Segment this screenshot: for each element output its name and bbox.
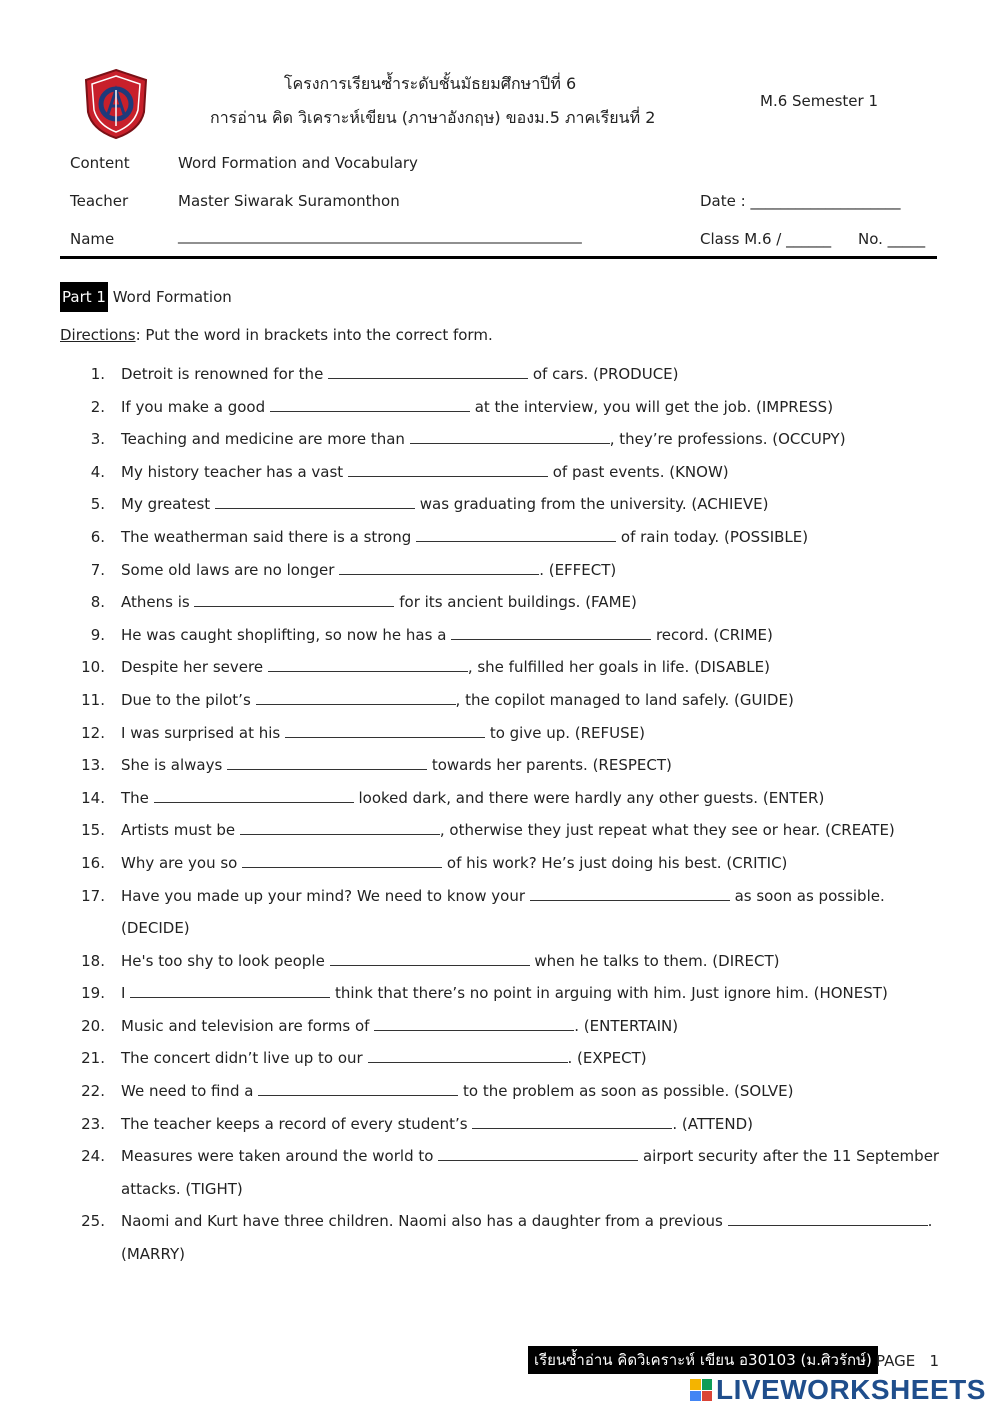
program-title-thai: โครงการเรียนซ้ำระดับชั้นมัธยมศึกษาปีที่ 6 <box>283 74 577 93</box>
question-number: 4. <box>90 462 105 481</box>
question-text-after: at the interview, you will get the job. (IMPRESS) <box>474 397 834 416</box>
course-code-banner: เรียนซ้ำอ่าน คิดวิเคราะห์ เขียน อ30103 (ม.ศิวรักษ์) <box>528 1346 878 1374</box>
question-number: 23. <box>81 1114 105 1133</box>
content-value: Word Formation and Vocabulary <box>178 154 418 172</box>
question-text-before: I was surprised at his <box>121 723 281 742</box>
question-number: 9. <box>90 625 105 644</box>
question-text-after: , the copilot managed to land safely. (GUIDE) <box>455 690 794 709</box>
question-text-before: She is always <box>121 756 223 775</box>
question-text-before: Athens is <box>121 593 190 612</box>
question-number: 8. <box>90 593 105 612</box>
answer-blank[interactable] <box>330 953 530 966</box>
question-number: 25. <box>81 1212 105 1231</box>
question-text-before: Some old laws are no longer <box>121 560 335 579</box>
question-text-after: record. (CRIME) <box>655 625 773 644</box>
answer-blank[interactable] <box>374 1018 574 1031</box>
part-title: Word Formation <box>112 288 232 306</box>
question-text-after: , otherwise they just repeat what they see or hear. (CREATE) <box>439 821 895 840</box>
question-item <box>60 977 950 1010</box>
question-number: 15. <box>81 821 105 840</box>
question-item <box>60 651 950 684</box>
question-text-before: Have you made up your mind? We need to know your <box>121 886 525 905</box>
page-label: PAGE <box>876 1352 916 1370</box>
part-heading <box>60 288 232 306</box>
question-text-before: Why are you so <box>121 853 238 872</box>
question-item <box>60 488 950 521</box>
question-text-after: for its ancient buildings. (FAME) <box>399 593 637 612</box>
question-text-before: The concert didn’t live up to our <box>121 1049 363 1068</box>
question-text-after: , they’re professions. (OCCUPY) <box>609 430 846 449</box>
answer-blank[interactable] <box>410 431 610 444</box>
question-number: 21. <box>81 1049 105 1068</box>
answer-blank[interactable] <box>728 1213 928 1226</box>
answer-blank[interactable] <box>472 1116 672 1129</box>
answer-blank[interactable] <box>285 725 485 738</box>
question-item <box>60 1042 950 1075</box>
question-item <box>60 358 950 391</box>
question-item <box>60 684 950 717</box>
question-text-after: . (ATTEND) <box>672 1114 753 1133</box>
question-number: 16. <box>81 853 105 872</box>
question-item <box>60 1010 950 1043</box>
header-divider <box>60 256 937 259</box>
question-text-before: If you make a good <box>121 397 266 416</box>
question-text-before: My history teacher has a vast <box>121 462 344 481</box>
question-text-before: My greatest <box>121 495 211 514</box>
question-number: 18. <box>81 951 105 970</box>
answer-blank[interactable] <box>530 888 730 901</box>
question-item <box>60 423 950 456</box>
question-item <box>60 717 950 750</box>
directions <box>60 326 493 344</box>
name-label: Name <box>70 230 115 248</box>
answer-blank[interactable] <box>270 399 470 412</box>
question-text-after: , she fulfilled her goals in life. (DISABLE) <box>467 658 770 677</box>
question-number: 10. <box>81 658 105 677</box>
question-number: 3. <box>90 430 105 449</box>
liveworksheets-logo <box>690 1375 986 1405</box>
question-text-before: Teaching and medicine are more than <box>121 430 405 449</box>
page-number: 1 <box>929 1352 940 1370</box>
name-field[interactable]: _______________________________________________________________ <box>178 228 582 244</box>
question-item <box>60 782 950 815</box>
question-number: 5. <box>90 495 105 514</box>
answer-blank[interactable] <box>328 366 528 379</box>
answer-blank[interactable] <box>227 757 427 770</box>
course-title-thai: การอ่าน คิด วิเคราะห์เขียน (ภาษาอังกฤษ) ของม.5 ภาคเรียนที่ 2 <box>210 108 656 127</box>
question-item <box>60 1108 950 1141</box>
answer-blank[interactable] <box>268 659 468 672</box>
question-item <box>60 586 950 619</box>
answer-blank[interactable] <box>368 1050 568 1063</box>
question-text-after: . (EFFECT) <box>539 560 617 579</box>
answer-blank[interactable] <box>348 464 548 477</box>
number-field[interactable]: No. _____ <box>858 230 926 248</box>
liveworksheets-wordmark: LIVEWORKSHEETS <box>716 1374 986 1405</box>
semester-label: M.6 Semester 1 <box>760 92 879 110</box>
question-text-before: He was caught shoplifting, so now he has a <box>121 625 447 644</box>
answer-blank[interactable] <box>258 1083 458 1096</box>
question-text-before: I <box>121 984 126 1003</box>
question-text-after: . (ENTERTAIN) <box>574 1016 679 1035</box>
question-number: 12. <box>81 723 105 742</box>
question-text-before: Measures were taken around the world to <box>121 1147 434 1166</box>
question-number: 2. <box>90 397 105 416</box>
question-number: 13. <box>81 756 105 775</box>
question-text-after: when he talks to them. (DIRECT) <box>534 951 780 970</box>
question-number: 7. <box>90 560 105 579</box>
question-item <box>60 1075 950 1108</box>
question-number: 24. <box>81 1147 105 1166</box>
school-shield-logo <box>80 68 152 140</box>
question-text-after: of past events. (KNOW) <box>552 462 729 481</box>
question-text-after: . (EXPECT) <box>567 1049 647 1068</box>
directions-label: Directions <box>60 326 136 344</box>
question-text-after: to the problem as soon as possible. (SOLVE) <box>463 1082 794 1101</box>
question-text-before: Detroit is renowned for the <box>121 365 324 383</box>
question-item <box>60 880 950 945</box>
content-label: Content <box>70 154 130 172</box>
question-text-after: towards her parents. (RESPECT) <box>431 756 672 775</box>
class-field[interactable]: Class M.6 / ______ <box>700 230 832 248</box>
answer-blank[interactable] <box>130 985 330 998</box>
question-text-before: He's too shy to look people <box>121 951 325 970</box>
question-text-after: of cars. (PRODUCE) <box>532 365 679 383</box>
answer-blank[interactable] <box>194 594 394 607</box>
teacher-value: Master Siwarak Suramonthon <box>178 192 400 210</box>
question-text-after: think that there’s no point in arguing with him. Just ignore him. (HONEST) <box>335 984 888 1003</box>
question-number: 11. <box>81 690 105 709</box>
question-number: 22. <box>81 1082 105 1101</box>
question-number: 17. <box>81 886 105 905</box>
question-text-before: Music and television are forms of <box>121 1016 370 1035</box>
question-text-before: Naomi and Kurt have three children. Naomi also has a daughter from a previous <box>121 1212 723 1231</box>
question-text-after: airport security after the 11 September attacks. (TIGHT) <box>121 1147 940 1198</box>
question-item <box>60 391 950 424</box>
question-item <box>60 456 950 489</box>
question-text-after: to give up. (REFUSE) <box>489 723 645 742</box>
teacher-label: Teacher <box>70 192 129 210</box>
question-text-before: Artists must be <box>121 821 236 840</box>
answer-blank[interactable] <box>451 627 651 640</box>
answer-blank[interactable] <box>242 855 442 868</box>
question-item <box>60 619 950 652</box>
question-number: 6. <box>90 527 105 546</box>
answer-blank[interactable] <box>215 496 415 509</box>
question-text-after: as soon as possible. (DECIDE) <box>121 886 885 938</box>
page-indicator <box>876 1352 939 1370</box>
question-text-after: of rain today. (POSSIBLE) <box>620 527 809 546</box>
part-tag: Part 1 <box>60 282 108 312</box>
question-text-before: Due to the pilot’s <box>121 690 251 709</box>
answer-blank[interactable] <box>256 692 456 705</box>
directions-text: : Put the word in brackets into the correct form. <box>135 326 493 344</box>
answer-blank[interactable] <box>339 562 539 575</box>
question-item <box>60 749 950 782</box>
question-number: 14. <box>81 788 105 807</box>
question-text-before: Despite her severe <box>121 658 264 677</box>
question-text-after: of his work? He’s just doing his best. (CRITIC) <box>446 853 788 872</box>
question-item <box>60 554 950 587</box>
answer-blank[interactable] <box>154 790 354 803</box>
question-text-after: was graduating from the university. (ACHIEVE) <box>419 495 769 514</box>
question-number: 19. <box>81 984 105 1003</box>
question-text-before: The teacher keeps a record of every student’s <box>121 1114 468 1133</box>
question-item <box>60 1140 950 1205</box>
question-text-before: The weatherman said there is a strong <box>121 527 412 546</box>
date-field[interactable]: Date : ____________________ <box>700 192 901 210</box>
liveworksheets-icon <box>690 1379 712 1401</box>
question-number: 20. <box>81 1016 105 1035</box>
question-text-before: We need to find a <box>121 1082 254 1101</box>
question-item <box>60 814 950 847</box>
question-item <box>60 521 950 554</box>
question-item <box>60 945 950 978</box>
question-item <box>60 847 950 880</box>
answer-blank[interactable] <box>438 1148 638 1161</box>
answer-blank[interactable] <box>240 822 440 835</box>
question-text-before: The <box>121 788 149 807</box>
question-number: 1. <box>90 365 105 383</box>
question-text-after: looked dark, and there were hardly any other guests. (ENTER) <box>358 788 825 807</box>
question-list <box>60 358 950 1271</box>
question-item <box>60 1205 950 1270</box>
question-text-after: . (MARRY) <box>121 1212 933 1264</box>
answer-blank[interactable] <box>416 529 616 542</box>
